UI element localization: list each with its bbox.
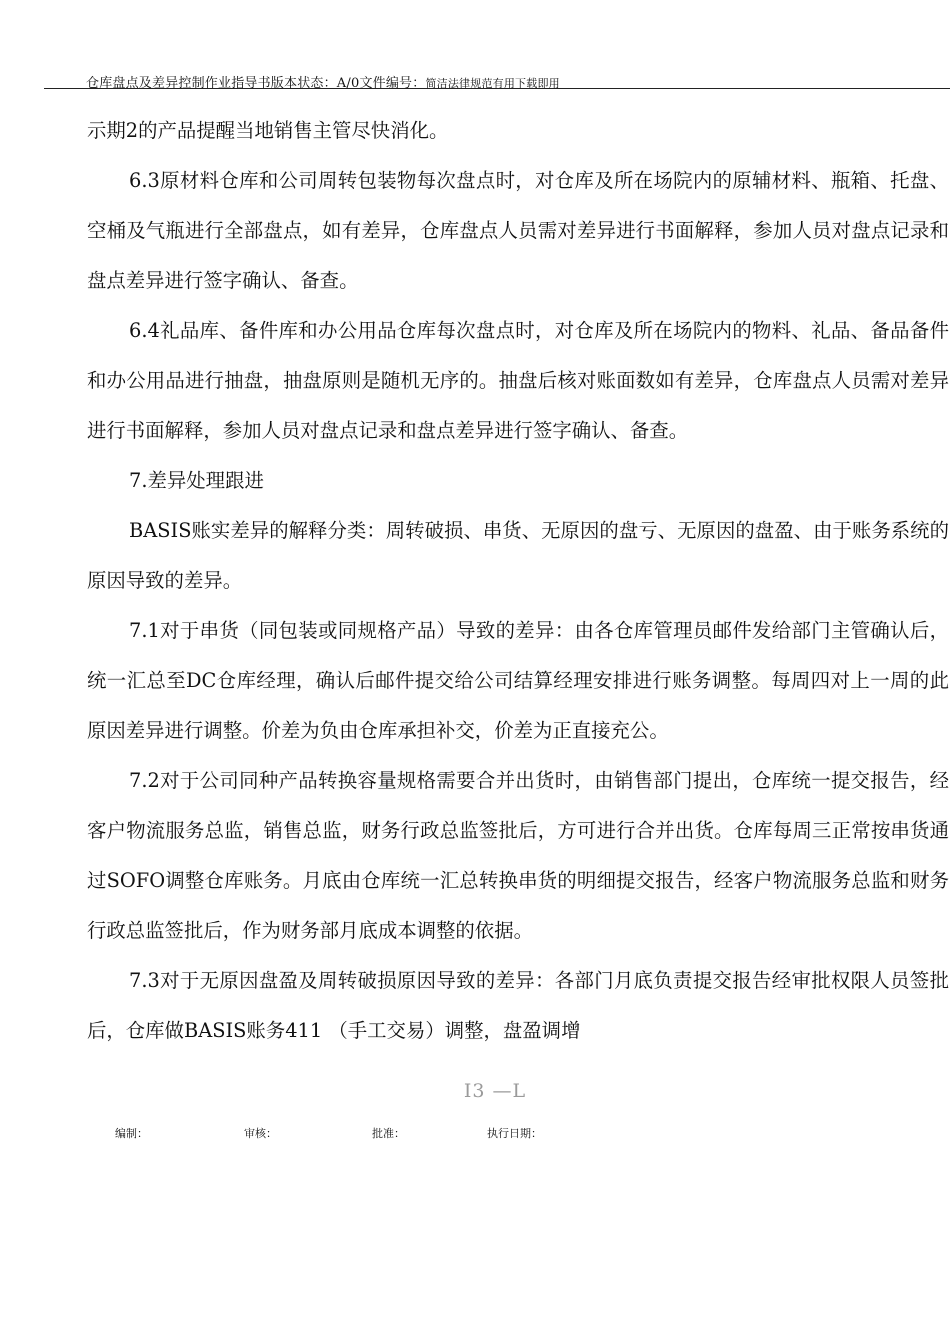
header-note: 简洁法律规范有用下载即用 <box>425 77 560 90</box>
signature-prepared: 编制： <box>115 1127 148 1140</box>
paragraph-7-1: 7.1对于串货（同包装或同规格产品）导致的差异：由各仓库管理员邮件发给部门主管确认后，统一汇总至DC仓库经理，确认后邮件提交给公司结算经理安排进行账务调整。每周四对上一周的此原因差异进行调整。价差为负由仓库承担补交，价差为正直接充公。 <box>87 619 949 742</box>
signature-effective-date: 执行日期： <box>487 1127 542 1140</box>
signature-approved: 批准： <box>372 1127 405 1140</box>
section-heading-7: 7.差异处理跟进 <box>129 469 264 492</box>
paragraph-continuation: 示期2的产品提醒当地销售主管尽快消化。 <box>87 119 449 142</box>
paragraph-7-3: 7.3对于无原因盘盈及周转破损原因导致的差异：各部门月底负责提交报告经审批权限人员签批后，仓库做BASIS账务411 （手工交易）调整，盘盈调增 <box>87 969 949 1042</box>
header-title: 仓库盘点及差异控制作业指导书版本状态：A/0文件编号： <box>86 76 426 91</box>
page-number: I3 —L <box>463 1080 527 1102</box>
paragraph-6-3: 6.3原材料仓库和公司周转包装物每次盘点时，对仓库及所在场院内的原辅材料、瓶箱、托盘、空桶及气瓶进行全部盘点，如有差异，仓库盘点人员需对差异进行书面解释，参加人员对盘点记录和盘点差异进行签字确认、备查。 <box>87 169 949 292</box>
header-divider <box>44 88 950 89</box>
document-body <box>87 106 949 1056</box>
signature-reviewed: 审核： <box>244 1127 277 1140</box>
paragraph-basis-classification: BASIS账实差异的解释分类：周转破损、串货、无原因的盘亏、无原因的盘盈、由于账务系统的原因导致的差异。 <box>87 519 949 592</box>
paragraph-7-2: 7.2对于公司同种产品转换容量规格需要合并出货时，由销售部门提出，仓库统一提交报告，经客户物流服务总监，销售总监，财务行政总监签批后，方可进行合并出货。仓库每周三正常按串货通过SOFO调整仓库账务。月底由仓库统一汇总转换串货的明细提交报告，经客户物流服务总监和财务行政总监签批后，作为财务部月底成本调整的依据。 <box>87 769 949 942</box>
paragraph-6-4: 6.4礼品库、备件库和办公用品仓库每次盘点时，对仓库及所在场院内的物料、礼品、备品备件和办公用品进行抽盘，抽盘原则是随机无序的。抽盘后核对账面数如有差异，仓库盘点人员需对差异进行书面解释，参加人员对盘点记录和盘点差异进行签字确认、备查。 <box>87 319 949 442</box>
